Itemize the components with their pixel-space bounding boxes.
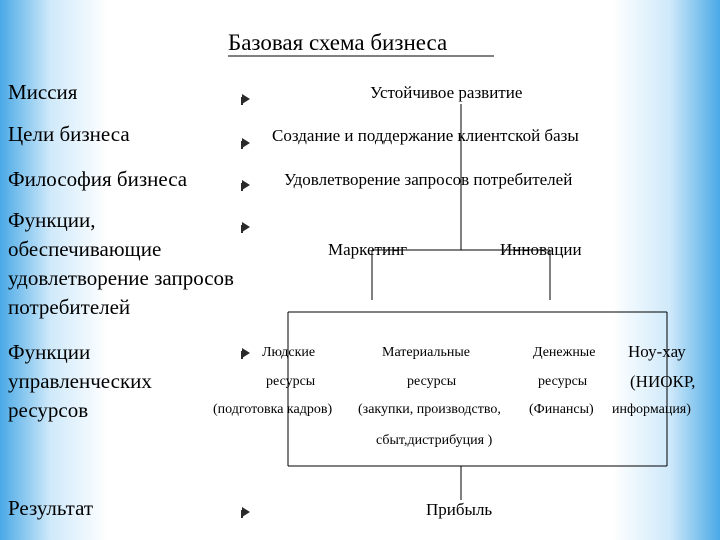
arrow-icon	[242, 222, 250, 232]
node-profit: Прибыль	[426, 500, 493, 519]
arrow-icon	[242, 348, 250, 358]
note-material-resources-line2: сбыт,дистрибуция )	[376, 433, 493, 448]
label-functions-resources-line2: управленческих	[8, 369, 152, 393]
label-functions-resources-line1: Функции	[8, 340, 91, 364]
label-functions-consumer-line2: обеспечивающие	[8, 237, 162, 261]
node-human-resources-line1: Людские	[262, 345, 316, 360]
label-mission: Миссия	[8, 80, 78, 104]
node-consumer-satisfaction: Удовлетворение запросов потребителей	[284, 170, 573, 189]
node-marketing: Маркетинг	[328, 240, 408, 259]
arrow-icon	[242, 138, 250, 148]
label-functions-consumer-line3: удовлетворение запросов	[8, 266, 234, 290]
node-material-resources-line1: Материальные	[382, 345, 470, 360]
node-money-resources-line2: ресурсы	[538, 374, 588, 389]
node-sustainable-development: Устойчивое развитие	[370, 83, 523, 102]
node-knowhow-line2: (НИОКР,	[630, 372, 696, 391]
label-functions-consumer-line4: потребителей	[8, 295, 131, 319]
label-functions-resources-line3: ресурсов	[8, 398, 89, 422]
label-functions-consumer-line1: Функции,	[8, 208, 96, 232]
arrow-icon	[242, 507, 250, 517]
label-result: Результат	[8, 496, 94, 520]
node-innovation: Инновации	[500, 240, 582, 259]
note-knowhow: информация)	[612, 402, 691, 417]
node-human-resources-line2: ресурсы	[266, 374, 316, 389]
page-title: Базовая схема бизнеса	[228, 30, 448, 55]
note-money-resources: (Финансы)	[529, 402, 594, 417]
node-material-resources-line2: ресурсы	[407, 374, 457, 389]
label-philosophy: Философия бизнеса	[8, 167, 188, 191]
node-knowhow-line1: Ноу-хау	[628, 342, 686, 361]
note-material-resources-line1: (закупки, производство,	[358, 402, 501, 417]
arrow-icon	[242, 94, 250, 104]
arrow-icon	[242, 180, 250, 190]
node-money-resources-line1: Денежные	[533, 345, 596, 360]
node-client-base: Создание и поддержание клиентской базы	[272, 126, 579, 145]
label-goals: Цели бизнеса	[8, 122, 130, 146]
note-human-resources: (подготовка кадров)	[213, 402, 333, 417]
